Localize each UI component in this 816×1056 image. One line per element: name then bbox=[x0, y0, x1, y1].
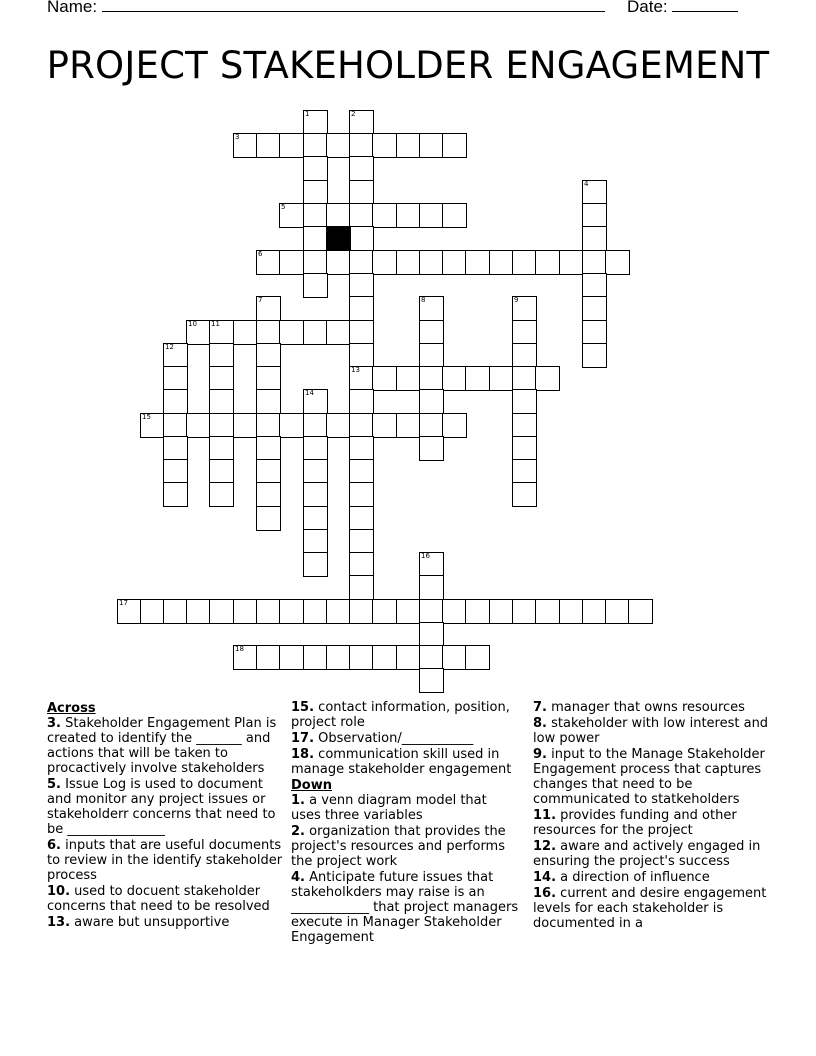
grid-cell[interactable] bbox=[303, 552, 328, 577]
grid-cell[interactable] bbox=[582, 343, 607, 368]
down-heading: Down bbox=[291, 778, 332, 793]
date-label: Date: bbox=[627, 0, 668, 16]
grid-cell[interactable] bbox=[442, 203, 467, 228]
grid-cell[interactable] bbox=[535, 250, 560, 275]
clue-down-7: 7. manager that owns resources bbox=[533, 700, 745, 715]
clue-down-8: 8. stakeholder with low interest and low power bbox=[533, 716, 769, 746]
grid-cell[interactable] bbox=[209, 599, 234, 624]
grid-cell[interactable] bbox=[582, 226, 607, 251]
grid-cell[interactable] bbox=[349, 389, 374, 414]
grid-cell[interactable] bbox=[582, 180, 607, 205]
grid-cell[interactable] bbox=[349, 203, 374, 228]
grid-cell[interactable] bbox=[489, 366, 514, 391]
grid-cell[interactable] bbox=[209, 389, 234, 414]
grid-cell[interactable] bbox=[163, 599, 188, 624]
grid-cell[interactable] bbox=[303, 413, 328, 438]
clue-number: 4 bbox=[584, 180, 589, 188]
grid-cell[interactable] bbox=[326, 413, 351, 438]
grid-cell[interactable] bbox=[303, 599, 328, 624]
grid-cell[interactable] bbox=[303, 226, 328, 251]
grid-cell[interactable] bbox=[163, 459, 188, 484]
grid-cell[interactable] bbox=[303, 156, 328, 181]
grid-cell[interactable] bbox=[256, 133, 281, 158]
date-line[interactable] bbox=[672, 0, 738, 12]
grid-cell[interactable] bbox=[303, 459, 328, 484]
grid-cell[interactable] bbox=[279, 250, 304, 275]
grid-cell[interactable] bbox=[419, 203, 444, 228]
grid-cell[interactable] bbox=[163, 413, 188, 438]
grid-cell[interactable] bbox=[303, 389, 328, 414]
grid-cell[interactable] bbox=[233, 645, 258, 670]
grid-cell[interactable] bbox=[256, 482, 281, 507]
grid-cell[interactable] bbox=[349, 529, 374, 554]
grid-cell[interactable] bbox=[419, 552, 444, 577]
clue-number: 3 bbox=[235, 133, 240, 141]
name-label: Name: bbox=[47, 0, 98, 16]
grid-cell[interactable] bbox=[512, 320, 537, 345]
grid-cell[interactable] bbox=[256, 599, 281, 624]
grid-cell[interactable] bbox=[349, 343, 374, 368]
clue-across-18: 18. communication skill used in manage stakeholder engagement bbox=[291, 747, 512, 777]
grid-cell[interactable] bbox=[442, 599, 467, 624]
grid-cell[interactable] bbox=[209, 436, 234, 461]
grid-cell[interactable] bbox=[349, 226, 374, 251]
grid-cell[interactable] bbox=[582, 599, 607, 624]
clue-number: 11 bbox=[211, 320, 220, 328]
grid-cell[interactable] bbox=[303, 110, 328, 135]
grid-cell[interactable] bbox=[512, 343, 537, 368]
grid-cell[interactable] bbox=[279, 133, 304, 158]
grid-cell[interactable] bbox=[512, 436, 537, 461]
grid-cell[interactable] bbox=[465, 366, 490, 391]
grid-cell[interactable] bbox=[465, 645, 490, 670]
clue-down-9: 9. input to the Manage Stakeholder Engagement process that captures changes that need to be communicated to statkeholders bbox=[533, 747, 765, 807]
grid-cell[interactable] bbox=[349, 645, 374, 670]
grid-cell[interactable] bbox=[163, 366, 188, 391]
grid-cell[interactable] bbox=[419, 343, 444, 368]
grid-cell[interactable] bbox=[303, 436, 328, 461]
grid-cell[interactable] bbox=[163, 482, 188, 507]
grid-cell[interactable] bbox=[489, 250, 514, 275]
name-field bbox=[47, 0, 605, 17]
grid-cell[interactable] bbox=[349, 413, 374, 438]
grid-cell[interactable] bbox=[256, 250, 281, 275]
grid-cell[interactable] bbox=[163, 436, 188, 461]
grid-cell[interactable] bbox=[279, 599, 304, 624]
grid-cell[interactable] bbox=[326, 645, 351, 670]
grid-cell[interactable] bbox=[209, 320, 234, 345]
grid-cell[interactable] bbox=[186, 320, 211, 345]
grid-cell[interactable] bbox=[140, 413, 165, 438]
grid-cell[interactable] bbox=[349, 482, 374, 507]
grid-cell[interactable] bbox=[582, 250, 607, 275]
clue-number: 14 bbox=[305, 389, 314, 397]
clue-across-6: 6. inputs that are useful documents to review in the identify stakeholder process bbox=[47, 838, 283, 883]
grid-cell[interactable] bbox=[349, 110, 374, 135]
clue-down-4: 4. Anticipate future issues that stakeholkders may raise is an ____________ that project managers execute in Manager Stakeholder Engagement bbox=[291, 870, 519, 945]
grid-cell[interactable] bbox=[442, 413, 467, 438]
clue-across-13: 13. aware but unsupportive bbox=[47, 915, 230, 930]
grid-cell[interactable] bbox=[233, 599, 258, 624]
grid-cell[interactable] bbox=[349, 459, 374, 484]
grid-cell[interactable] bbox=[303, 203, 328, 228]
grid-cell[interactable] bbox=[349, 506, 374, 531]
across-heading: Across bbox=[47, 701, 96, 716]
grid-cell[interactable] bbox=[349, 320, 374, 345]
clue-number: 16 bbox=[421, 552, 430, 560]
grid-cell[interactable] bbox=[303, 133, 328, 158]
grid-cell[interactable] bbox=[140, 599, 165, 624]
grid-cell[interactable] bbox=[372, 133, 397, 158]
clues-column-3 bbox=[533, 700, 769, 932]
grid-cell[interactable] bbox=[256, 389, 281, 414]
clue-number: 8 bbox=[421, 296, 426, 304]
grid-cell[interactable] bbox=[303, 529, 328, 554]
grid-cell[interactable] bbox=[349, 599, 374, 624]
grid-cell[interactable] bbox=[209, 366, 234, 391]
grid-cell[interactable] bbox=[512, 389, 537, 414]
clue-number: 1 bbox=[305, 110, 310, 118]
grid-cell[interactable] bbox=[279, 203, 304, 228]
grid-cell[interactable] bbox=[256, 320, 281, 345]
grid-cell[interactable] bbox=[419, 320, 444, 345]
clue-number: 6 bbox=[258, 250, 263, 258]
grid-cell[interactable] bbox=[256, 459, 281, 484]
clue-down-14: 14. a direction of influence bbox=[533, 870, 710, 885]
grid-cell[interactable] bbox=[465, 599, 490, 624]
date-field bbox=[627, 0, 738, 17]
grid-cell[interactable] bbox=[535, 599, 560, 624]
page-title: PROJECT STAKEHOLDER ENGAGEMENT bbox=[46, 44, 770, 87]
grid-cell[interactable] bbox=[349, 436, 374, 461]
grid-cell[interactable] bbox=[559, 250, 584, 275]
grid-cell[interactable] bbox=[303, 506, 328, 531]
grid-cell[interactable] bbox=[372, 645, 397, 670]
grid-cell[interactable] bbox=[419, 413, 444, 438]
clue-across-17: 17. Observation/___________ bbox=[291, 731, 474, 746]
grid-cell[interactable] bbox=[349, 180, 374, 205]
grid-cell[interactable] bbox=[419, 133, 444, 158]
grid-cell[interactable] bbox=[582, 296, 607, 321]
grid-cell[interactable] bbox=[209, 413, 234, 438]
grid-cell[interactable] bbox=[209, 343, 234, 368]
grid-cell[interactable] bbox=[372, 366, 397, 391]
grid-cell[interactable] bbox=[233, 133, 258, 158]
clue-down-11: 11. provides funding and other resources for the project bbox=[533, 808, 737, 838]
clue-down-16: 16. current and desire engagement levels for each stakeholder is documented in a bbox=[533, 886, 767, 931]
clue-number: 12 bbox=[165, 343, 174, 351]
grid-cell[interactable] bbox=[256, 506, 281, 531]
clue-number: 15 bbox=[142, 413, 151, 421]
grid-cell[interactable] bbox=[628, 599, 653, 624]
grid-cell[interactable] bbox=[349, 250, 374, 275]
grid-cell[interactable] bbox=[256, 343, 281, 368]
grid-cell[interactable] bbox=[372, 413, 397, 438]
clue-number: 10 bbox=[188, 320, 197, 328]
clue-across-3: 3. Stakeholder Engagement Plan is created to identify the _______ and actions that will be taken to procactively involve stakeholders bbox=[47, 716, 277, 776]
grid-cell[interactable] bbox=[233, 413, 258, 438]
grid-cell[interactable] bbox=[582, 320, 607, 345]
grid-cell[interactable] bbox=[303, 645, 328, 670]
grid-cell[interactable] bbox=[512, 366, 537, 391]
grid-cell[interactable] bbox=[419, 296, 444, 321]
grid-cell[interactable] bbox=[256, 413, 281, 438]
grid-cell[interactable] bbox=[163, 343, 188, 368]
grid-cell[interactable] bbox=[419, 622, 444, 647]
grid-cell[interactable] bbox=[512, 482, 537, 507]
grid-cell[interactable] bbox=[396, 250, 421, 275]
grid-cell[interactable] bbox=[349, 273, 374, 298]
clue-number: 17 bbox=[119, 599, 128, 607]
grid-cell[interactable] bbox=[396, 645, 421, 670]
grid-cell[interactable] bbox=[535, 366, 560, 391]
grid-cell[interactable] bbox=[512, 459, 537, 484]
grid-cell[interactable] bbox=[256, 645, 281, 670]
clue-down-2: 2. organization that provides the project's resources and performs the project work bbox=[291, 824, 506, 869]
grid-cell[interactable] bbox=[489, 599, 514, 624]
black-cell bbox=[326, 226, 351, 251]
clues-column-1 bbox=[47, 700, 283, 931]
grid-cell[interactable] bbox=[582, 273, 607, 298]
clue-across-15: 15. contact information, position, project role bbox=[291, 700, 510, 730]
grid-cell[interactable] bbox=[209, 459, 234, 484]
grid-cell[interactable] bbox=[512, 599, 537, 624]
grid-cell[interactable] bbox=[303, 250, 328, 275]
grid-cell[interactable] bbox=[303, 320, 328, 345]
grid-cell[interactable] bbox=[419, 599, 444, 624]
grid-cell[interactable] bbox=[326, 250, 351, 275]
grid-cell[interactable] bbox=[582, 203, 607, 228]
grid-cell[interactable] bbox=[419, 436, 444, 461]
grid-cell[interactable] bbox=[349, 156, 374, 181]
grid-cell[interactable] bbox=[163, 389, 188, 414]
grid-cell[interactable] bbox=[512, 296, 537, 321]
grid-cell[interactable] bbox=[349, 133, 374, 158]
clue-number: 7 bbox=[258, 296, 263, 304]
grid-cell[interactable] bbox=[372, 203, 397, 228]
grid-cell[interactable] bbox=[326, 599, 351, 624]
grid-cell[interactable] bbox=[442, 645, 467, 670]
grid-cell[interactable] bbox=[303, 273, 328, 298]
clue-down-12: 12. aware and actively engaged in ensuring the project's success bbox=[533, 839, 761, 869]
clue-number: 5 bbox=[281, 203, 286, 211]
grid-cell[interactable] bbox=[209, 482, 234, 507]
grid-cell[interactable] bbox=[372, 250, 397, 275]
grid-cell[interactable] bbox=[419, 250, 444, 275]
grid-cell[interactable] bbox=[419, 645, 444, 670]
grid-cell[interactable] bbox=[326, 133, 351, 158]
grid-cell[interactable] bbox=[233, 320, 258, 345]
grid-cell[interactable] bbox=[442, 133, 467, 158]
grid-cell[interactable] bbox=[419, 575, 444, 600]
clues-column-2 bbox=[291, 700, 519, 946]
grid-cell[interactable] bbox=[396, 599, 421, 624]
grid-cell[interactable] bbox=[279, 645, 304, 670]
grid-cell[interactable] bbox=[326, 203, 351, 228]
grid-cell[interactable] bbox=[442, 366, 467, 391]
grid-cell[interactable] bbox=[512, 413, 537, 438]
grid-cell[interactable] bbox=[605, 599, 630, 624]
grid-cell[interactable] bbox=[186, 599, 211, 624]
name-line[interactable] bbox=[102, 0, 605, 12]
grid-cell[interactable] bbox=[303, 180, 328, 205]
grid-cell[interactable] bbox=[605, 250, 630, 275]
grid-cell[interactable] bbox=[396, 413, 421, 438]
clue-number: 13 bbox=[351, 366, 360, 374]
grid-cell[interactable] bbox=[465, 250, 490, 275]
grid-cell[interactable] bbox=[396, 133, 421, 158]
grid-cell[interactable] bbox=[326, 320, 351, 345]
grid-cell[interactable] bbox=[419, 668, 444, 693]
grid-cell[interactable] bbox=[419, 389, 444, 414]
grid-cell[interactable] bbox=[303, 482, 328, 507]
clue-number: 18 bbox=[235, 645, 244, 653]
grid-cell[interactable] bbox=[117, 599, 142, 624]
grid-cell[interactable] bbox=[349, 575, 374, 600]
clue-down-1: 1. a venn diagram model that uses three variables bbox=[291, 793, 487, 823]
grid-cell[interactable] bbox=[256, 436, 281, 461]
grid-cell[interactable] bbox=[349, 552, 374, 577]
grid-cell[interactable] bbox=[349, 366, 374, 391]
grid-cell[interactable] bbox=[279, 320, 304, 345]
grid-cell[interactable] bbox=[256, 296, 281, 321]
grid-cell[interactable] bbox=[372, 599, 397, 624]
grid-cell[interactable] bbox=[396, 203, 421, 228]
grid-cell[interactable] bbox=[349, 296, 374, 321]
grid-cell[interactable] bbox=[419, 366, 444, 391]
clue-across-5: 5. Issue Log is used to document and monitor any project issues or stakeholderr concerns that need to be _______________ bbox=[47, 777, 276, 837]
clue-across-10: 10. used to docuent stakeholder concerns that need to be resolved bbox=[47, 884, 270, 914]
clue-number: 2 bbox=[351, 110, 356, 118]
grid-cell[interactable] bbox=[559, 599, 584, 624]
grid-cell[interactable] bbox=[279, 413, 304, 438]
grid-cell[interactable] bbox=[256, 366, 281, 391]
grid-cell[interactable] bbox=[512, 250, 537, 275]
clue-number: 9 bbox=[514, 296, 519, 304]
grid-cell[interactable] bbox=[186, 413, 211, 438]
grid-cell[interactable] bbox=[396, 366, 421, 391]
grid-cell[interactable] bbox=[442, 250, 467, 275]
